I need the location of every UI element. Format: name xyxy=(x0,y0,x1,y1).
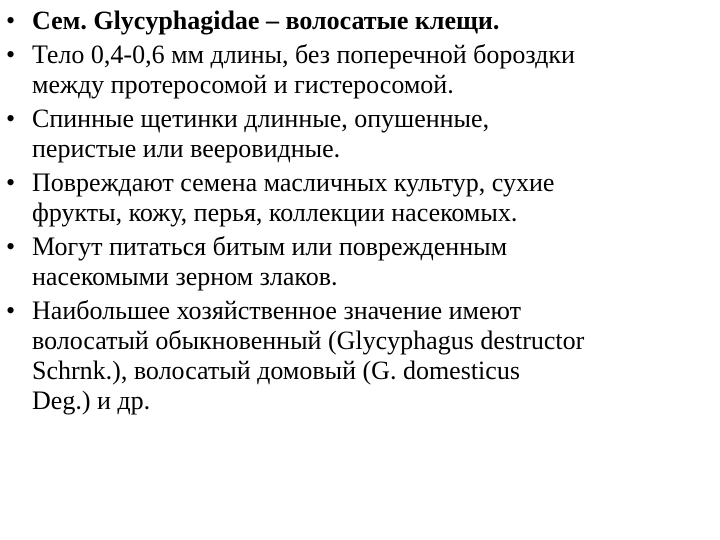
bullet-item-damage xyxy=(6,168,718,228)
bullet-text xyxy=(32,40,718,100)
bullet-icon: • xyxy=(6,296,16,325)
bullet-line: между протеросомой и гистеросомой. xyxy=(32,70,454,99)
bullet-list xyxy=(6,0,718,420)
bullet-icon: • xyxy=(6,104,16,133)
bullet-line: волосатый обыкновенный (Glycyphagus destructor xyxy=(32,326,585,355)
bullet-line: Спинные щетинки длинные, опушенные, xyxy=(32,104,490,133)
bullet-line: Могут питаться битым или поврежденным xyxy=(32,232,508,261)
bullet-icon: • xyxy=(6,40,16,69)
bullet-item-economic-importance xyxy=(6,296,718,416)
bullet-line: насекомыми зерном злаков. xyxy=(32,262,338,291)
bullet-text xyxy=(32,296,718,416)
bullet-item-family-title xyxy=(6,6,718,36)
bullet-text xyxy=(32,104,718,164)
bullet-item-body-size xyxy=(6,40,718,100)
bullet-line: Тело 0,4-0,6 мм длины, без поперечной бороздки xyxy=(32,40,575,69)
bullet-line: Сем. Glycyphagidae – волосатые клещи. xyxy=(32,6,500,35)
bullet-icon: • xyxy=(6,232,16,261)
bullet-line: Повреждают семена масличных культур, сухие xyxy=(32,168,555,197)
bullet-line: фрукты, кожу, перья, коллекции насекомых. xyxy=(32,198,518,227)
bullet-line: Наибольшее хозяйственное значение имеют xyxy=(32,296,521,325)
bullet-line: Deg.) и др. xyxy=(32,386,151,415)
bullet-line: Schrnk.), волосатый домовый (G. domesticus xyxy=(32,356,520,385)
bullet-line: перистые или вееровидные. xyxy=(32,134,341,163)
bullet-icon: • xyxy=(6,168,16,197)
bullet-text xyxy=(32,168,718,228)
bullet-text xyxy=(32,6,718,36)
bullet-item-dorsal-setae xyxy=(6,104,718,164)
bullet-icon: • xyxy=(6,6,16,35)
bullet-text xyxy=(32,232,718,292)
bullet-item-feeding xyxy=(6,232,718,292)
